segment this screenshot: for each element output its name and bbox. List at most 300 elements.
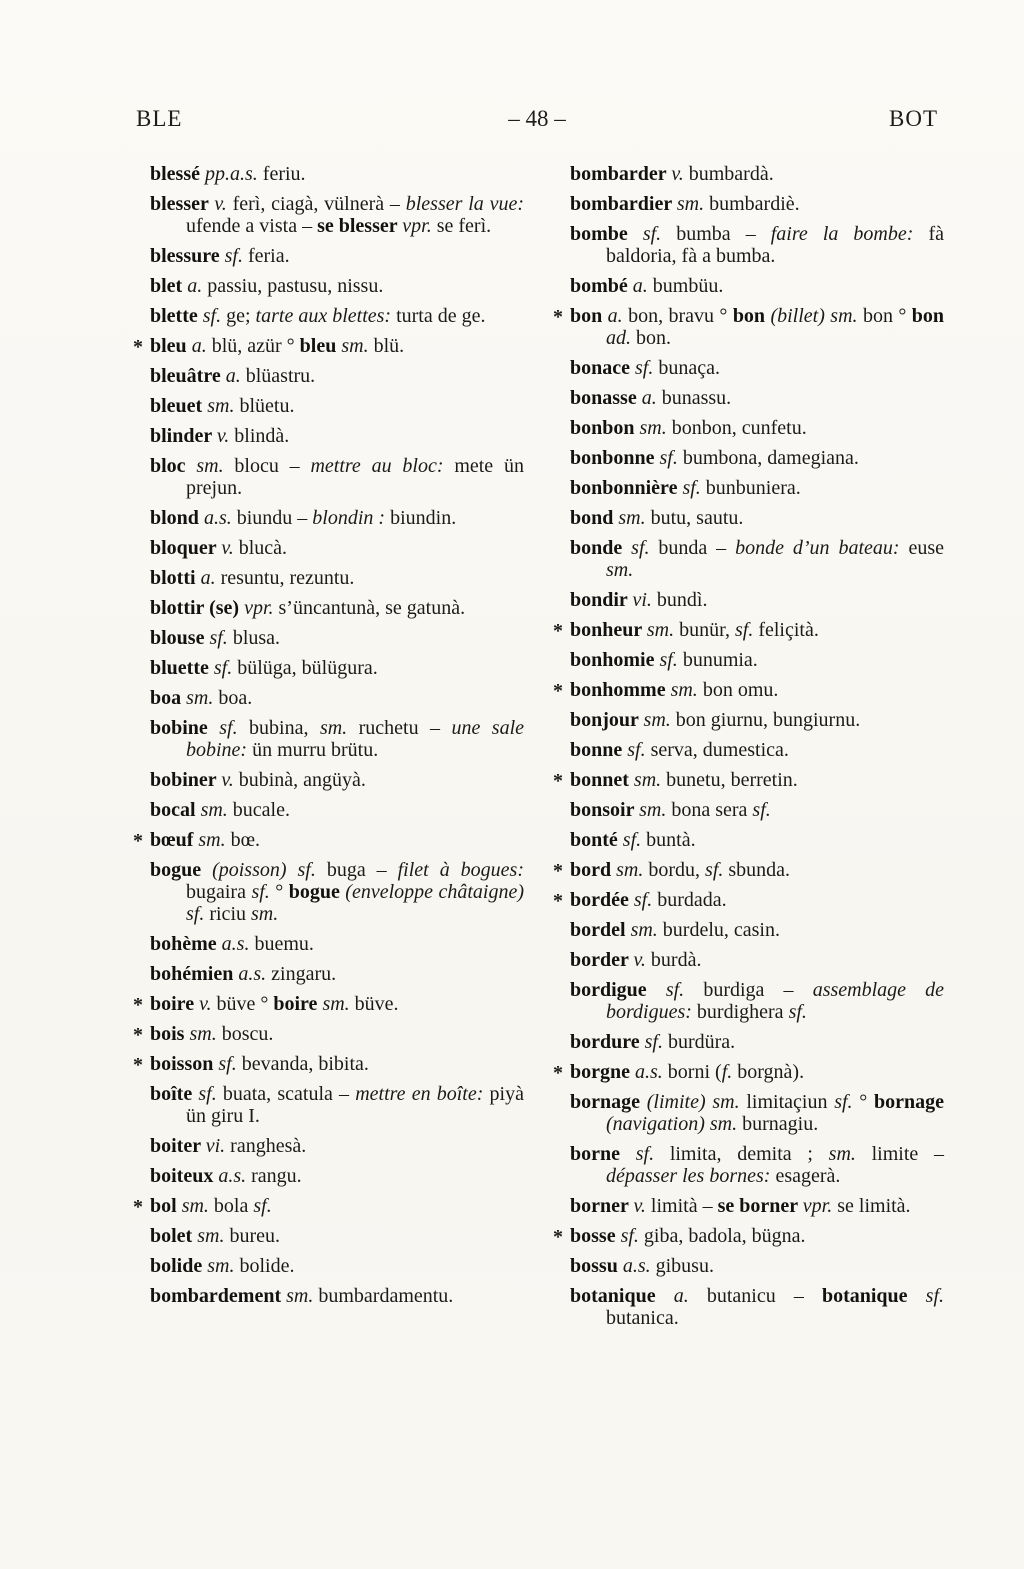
headword: bonbonne xyxy=(570,447,660,469)
entry-text: sf. xyxy=(198,1083,223,1105)
entry-text: sf. xyxy=(665,979,704,1001)
headword: bordure xyxy=(570,1031,645,1053)
dictionary-entry xyxy=(570,193,944,215)
entry-text: bunbuniera. xyxy=(705,477,801,499)
entry-text: v. xyxy=(633,949,651,971)
dictionary-entry xyxy=(570,709,944,731)
entry-text: buata, scatula – xyxy=(222,1083,356,1105)
entry-text: ranghesà. xyxy=(230,1135,307,1157)
entry-text: sm. xyxy=(319,717,359,739)
dictionary-entry xyxy=(570,979,944,1023)
entry-text: sm. xyxy=(633,769,667,791)
headword: bonjour xyxy=(570,709,644,731)
entry-text: mettre en boîte: xyxy=(355,1083,490,1105)
dictionary-entry xyxy=(150,1165,524,1187)
entry-text: sf. xyxy=(925,1285,945,1307)
entry-text: se borner xyxy=(717,1195,803,1217)
entry-text: sm. xyxy=(181,1195,214,1217)
dictionary-entry xyxy=(553,769,944,792)
dictionary-entry xyxy=(570,1195,944,1217)
headword: border xyxy=(570,949,634,971)
entry-text: bubinà, angüyà. xyxy=(238,769,366,791)
star-marker: * xyxy=(553,680,563,702)
entry-text: vi. xyxy=(205,1135,231,1157)
entry-text: a.s. xyxy=(203,507,237,529)
entry-text: sf. xyxy=(659,447,683,469)
entry-text: euse xyxy=(908,537,944,559)
dictionary-entry xyxy=(570,799,944,821)
entry-text: (navigation) sm. xyxy=(606,1113,743,1135)
entry-text: sm. xyxy=(618,507,651,529)
dictionary-entry xyxy=(570,739,944,761)
entry-text: resuntu, rezuntu. xyxy=(220,567,355,589)
entry-text: bumba – xyxy=(676,223,771,245)
star-marker: * xyxy=(553,890,563,912)
entry-text: sm. xyxy=(200,799,233,821)
entry-text: bülüga, bülügura. xyxy=(237,657,378,679)
entry-text: sm. xyxy=(828,1143,872,1165)
dictionary-entry xyxy=(150,963,524,985)
headword: bloquer xyxy=(150,537,222,559)
dictionary-entry xyxy=(570,649,944,671)
headword: blesser xyxy=(150,193,215,215)
entry-text: blü, azür ° xyxy=(211,335,300,357)
dictionary-entry xyxy=(150,365,524,387)
entry-text: sf. xyxy=(659,649,683,671)
dictionary-entry xyxy=(150,567,524,589)
entry-text: bon. xyxy=(636,327,671,349)
dictionary-entry xyxy=(150,933,524,955)
entry-text: bon xyxy=(732,305,771,327)
headword: bonace xyxy=(570,357,635,379)
entry-text: bonbon, cunfetu. xyxy=(671,417,807,439)
entry-text: vi. xyxy=(632,589,657,611)
headword: bohémien xyxy=(150,963,239,985)
entry-text: v. xyxy=(671,163,689,185)
star-marker: * xyxy=(133,336,143,358)
dictionary-entry xyxy=(570,163,944,185)
headword: blottir (se) xyxy=(150,597,245,619)
entry-text: (poisson) sf. xyxy=(212,859,327,881)
dictionary-entry xyxy=(150,627,524,649)
entry-text: blüastru. xyxy=(245,365,316,387)
entry-text: bureu. xyxy=(229,1225,280,1247)
entry-text: pp.a.s. xyxy=(205,163,263,185)
entry-text: sf. xyxy=(622,829,647,851)
star-marker: * xyxy=(133,1196,143,1218)
entry-text: bunda – xyxy=(658,537,736,559)
entry-text: bon omu. xyxy=(702,679,779,701)
dictionary-entry xyxy=(570,1255,944,1277)
headword: blotti xyxy=(150,567,201,589)
headword: bonne xyxy=(570,739,628,761)
entry-text: burnagiu. xyxy=(742,1113,819,1135)
headword: bossu xyxy=(570,1255,623,1277)
entry-text: se blesser xyxy=(317,215,403,237)
dictionary-entry xyxy=(150,1135,524,1157)
headword: blinder xyxy=(150,425,217,447)
star-marker: * xyxy=(553,1226,563,1248)
entry-text: faire la bombe: xyxy=(770,223,929,245)
entry-text: bunaça. xyxy=(658,357,720,379)
entry-text: v. xyxy=(633,1195,651,1217)
entry-text: ge; xyxy=(226,305,256,327)
entry-text: giba, badola, bügna. xyxy=(643,1225,806,1247)
entry-text: bugaira xyxy=(186,881,252,903)
entry-text: sm. xyxy=(676,193,710,215)
headword: bonsoir xyxy=(570,799,640,821)
dictionary-entry xyxy=(570,919,944,941)
dictionary-entry xyxy=(133,993,524,1016)
headword: bloc xyxy=(150,455,197,477)
dictionary-entry xyxy=(553,305,944,349)
entry-text: piyà ün giru I. xyxy=(186,1083,524,1127)
entry-text: a.s. xyxy=(622,1255,656,1277)
entry-text: sm. xyxy=(251,903,279,925)
entry-text: blocu – xyxy=(234,455,311,477)
dictionary-entry xyxy=(150,163,524,185)
entry-text: limitaçiun xyxy=(746,1091,835,1113)
entry-text: a. xyxy=(673,1285,707,1307)
headword: borner xyxy=(570,1195,634,1217)
entry-text: tarte aux blettes: xyxy=(255,305,397,327)
entry-text: (billet) sm. xyxy=(770,305,863,327)
entry-text: blüetu. xyxy=(239,395,295,417)
headword: blessé xyxy=(150,163,205,185)
star-marker: * xyxy=(553,860,563,882)
entry-text: turta de ge. xyxy=(396,305,486,327)
entry-text: ferì, ciagà, vülnerà – xyxy=(232,193,406,215)
entry-text: bon ° xyxy=(862,305,912,327)
entry-text: sm. xyxy=(207,1255,240,1277)
entry-text: esagerà. xyxy=(775,1165,841,1187)
headword: borgne xyxy=(570,1061,635,1083)
entry-text: mete ün prejun. xyxy=(186,455,524,499)
dictionary-entry xyxy=(150,245,524,267)
entry-text: sf. xyxy=(620,1225,644,1247)
headword: bolet xyxy=(150,1225,198,1247)
entry-text: vpr. xyxy=(402,215,437,237)
entry-text: se ferì. xyxy=(436,215,492,237)
entry-text: borgnà). xyxy=(737,1061,805,1083)
entry-text: a. xyxy=(641,387,662,409)
entry-text: limità – xyxy=(650,1195,718,1217)
dictionary-entry xyxy=(133,1023,524,1046)
entry-text: sm. xyxy=(198,829,231,851)
entry-text: bornage xyxy=(874,1091,945,1113)
entry-text: biundu – xyxy=(236,507,313,529)
entry-text: bundì. xyxy=(656,589,708,611)
entry-text: bumbona, damegiana. xyxy=(682,447,859,469)
dictionary-entry xyxy=(150,717,524,761)
entry-text: sm. xyxy=(646,619,680,641)
entry-text: a. xyxy=(632,275,653,297)
headword: bon xyxy=(570,305,608,327)
entry-text: sf. xyxy=(635,1143,670,1165)
entry-text: mettre au bloc: xyxy=(310,455,455,477)
headword: botanique xyxy=(570,1285,674,1307)
entry-text: a.s. xyxy=(635,1061,668,1083)
dictionary-entry xyxy=(150,507,524,529)
entry-text: burdà. xyxy=(650,949,702,971)
entry-text: bevanda, bibita. xyxy=(241,1053,369,1075)
dictionary-entry xyxy=(570,829,944,851)
entry-text: v. xyxy=(214,193,233,215)
entry-text: limite – xyxy=(871,1143,945,1165)
entry-text: sf. xyxy=(253,1195,272,1217)
entry-text: bleu xyxy=(299,335,342,357)
headword: bordigue xyxy=(570,979,666,1001)
headword: bobine xyxy=(150,717,220,739)
dictionary-entry xyxy=(570,507,944,529)
entry-text: burdiga – xyxy=(703,979,813,1001)
entry-text: burdighera xyxy=(696,1001,789,1023)
dictionary-entry xyxy=(150,597,524,619)
entry-text: sf. xyxy=(218,1053,242,1075)
headword: bombarder xyxy=(570,163,672,185)
entry-text: sf. xyxy=(788,1001,807,1023)
entry-text: sm. xyxy=(186,687,219,709)
entry-text: (enveloppe châtaigne) sf. xyxy=(186,881,525,925)
dictionary-entry xyxy=(150,859,524,925)
dictionary-entry xyxy=(570,1091,944,1135)
entry-text: butu, sautu. xyxy=(650,507,744,529)
entry-text: ° xyxy=(859,1091,875,1113)
headword: bombardier xyxy=(570,193,677,215)
entry-text: f. xyxy=(721,1061,738,1083)
dictionary-entry xyxy=(150,455,524,499)
dictionary-entry xyxy=(150,799,524,821)
dictionary-columns xyxy=(133,163,945,1337)
entry-text: ufende a vista – xyxy=(186,215,318,237)
headword: bordel xyxy=(570,919,631,941)
entry-text: buga – xyxy=(326,859,398,881)
entry-text: v. xyxy=(221,769,239,791)
dictionary-entry xyxy=(570,1031,944,1053)
entry-text: riciu xyxy=(209,903,251,925)
headword: boisson xyxy=(150,1053,219,1075)
headword: bond xyxy=(570,507,619,529)
entry-text: feria. xyxy=(247,245,290,267)
entry-text: sm. xyxy=(189,1023,222,1045)
dictionary-entry xyxy=(553,679,944,702)
dictionary-entry xyxy=(570,357,944,379)
entry-text: bunetu, berretin. xyxy=(666,769,798,791)
entry-text: sbunda. xyxy=(728,859,791,881)
dictionary-column xyxy=(553,163,945,1337)
headword: bonbon xyxy=(570,417,640,439)
headword: bombé xyxy=(570,275,633,297)
entry-text: a. xyxy=(200,567,221,589)
dictionary-entry xyxy=(150,275,524,297)
dictionary-entry xyxy=(570,417,944,439)
entry-text: limita, demita ; xyxy=(669,1143,829,1165)
entry-text: sf. xyxy=(631,537,659,559)
entry-text: a. xyxy=(607,305,629,327)
headword: bonhomme xyxy=(570,679,671,701)
entry-text: filet à bogues: xyxy=(397,859,524,881)
entry-text: sm. xyxy=(639,417,672,439)
headword: bonasse xyxy=(570,387,642,409)
entry-text: bunassu. xyxy=(661,387,732,409)
star-marker: * xyxy=(133,1054,143,1076)
entry-text: bon, bravu ° xyxy=(628,305,733,327)
entry-text: vpr. xyxy=(244,597,279,619)
headword: bœuf xyxy=(150,829,199,851)
entry-text: burdada. xyxy=(657,889,727,911)
star-marker: * xyxy=(133,1024,143,1046)
entry-text: sm. xyxy=(322,993,355,1015)
entry-text: burdelu, casin. xyxy=(662,919,780,941)
dictionary-entry xyxy=(150,537,524,559)
entry-text: assemblage de bordigues: xyxy=(606,979,945,1023)
entry-text: sm. xyxy=(639,799,672,821)
dictionary-entry xyxy=(150,1083,524,1127)
entry-text: sf. xyxy=(734,619,759,641)
dictionary-entry xyxy=(570,537,944,581)
entry-text: ad. xyxy=(606,327,636,349)
entry-text: burdüra. xyxy=(667,1031,736,1053)
headword: bonde xyxy=(570,537,632,559)
entry-text: sm. xyxy=(286,1285,319,1307)
entry-text: büve ° xyxy=(216,993,274,1015)
entry-text: buntà. xyxy=(646,829,696,851)
page-number: – 48 – xyxy=(508,106,566,131)
entry-text: sf. xyxy=(752,799,771,821)
entry-text: v. xyxy=(216,425,235,447)
headword: bol xyxy=(150,1195,182,1217)
headword: bonbonnière xyxy=(570,477,683,499)
dictionary-entry xyxy=(570,589,944,611)
dictionary-entry xyxy=(570,387,944,409)
entry-text: boire xyxy=(273,993,323,1015)
entry-text: sf. xyxy=(219,717,250,739)
dictionary-entry xyxy=(570,275,944,297)
entry-text: bogue xyxy=(288,881,346,903)
entry-text: blesser la vue: xyxy=(405,193,524,215)
headword: bordée xyxy=(570,889,634,911)
star-marker: * xyxy=(133,830,143,852)
entry-text: bumbardiè. xyxy=(709,193,800,215)
entry-text: sm. xyxy=(606,559,634,581)
entry-text: ruchetu – xyxy=(358,717,452,739)
dictionary-entry xyxy=(553,889,944,912)
entry-text: bunumia. xyxy=(682,649,758,671)
entry-text: a.s. xyxy=(218,1165,252,1187)
entry-text: bubina, xyxy=(249,717,320,739)
entry-text: rangu. xyxy=(251,1165,302,1187)
entry-text: feriu. xyxy=(262,163,306,185)
entry-text: a. xyxy=(187,275,208,297)
headword: bonheur xyxy=(570,619,647,641)
entry-text: passiu, pastusu, nissu. xyxy=(207,275,384,297)
entry-text: a. xyxy=(191,335,212,357)
entry-text: bumbüu. xyxy=(652,275,724,297)
headword: bluette xyxy=(150,657,214,679)
entry-text: sm. xyxy=(196,455,235,477)
headword: borne xyxy=(570,1143,636,1165)
entry-text: v. xyxy=(221,537,239,559)
entry-text: a. xyxy=(225,365,246,387)
entry-text: sm. xyxy=(341,335,374,357)
dictionary-entry xyxy=(150,1285,524,1307)
dictionary-entry xyxy=(150,395,524,417)
dictionary-entry xyxy=(570,1285,944,1329)
dictionary-entry xyxy=(570,949,944,971)
dictionary-column xyxy=(133,163,525,1337)
entry-text: sm. xyxy=(630,919,663,941)
entry-text: sm. xyxy=(643,709,676,731)
entry-text: sf. xyxy=(209,627,233,649)
entry-text: blü. xyxy=(373,335,405,357)
headword: bois xyxy=(150,1023,190,1045)
entry-text: feliçità. xyxy=(758,619,819,641)
dictionary-entry xyxy=(150,193,524,237)
entry-text: boa. xyxy=(218,687,253,709)
entry-text: bumbardà. xyxy=(688,163,774,185)
entry-text: sf. xyxy=(635,357,659,379)
star-marker: * xyxy=(553,620,563,642)
entry-text: (limite) sm. xyxy=(646,1091,747,1113)
headword: boire xyxy=(150,993,200,1015)
headword: blond xyxy=(150,507,204,529)
headword: blouse xyxy=(150,627,210,649)
headword: bombe xyxy=(570,223,643,245)
entry-text: bon xyxy=(911,305,944,327)
entry-text: bunür, xyxy=(679,619,735,641)
headword: blessure xyxy=(150,245,225,267)
entry-text: sf. xyxy=(627,739,651,761)
dictionary-entry xyxy=(553,859,944,882)
headword: bonnet xyxy=(570,769,634,791)
headword: boîte xyxy=(150,1083,199,1105)
entry-text: blindà. xyxy=(234,425,290,447)
entry-text: bumbardamentu. xyxy=(318,1285,454,1307)
entry-text: une sale bobine: xyxy=(186,717,525,761)
entry-text: sm. xyxy=(670,679,703,701)
entry-text: sf. xyxy=(251,881,276,903)
entry-text: bordu, xyxy=(648,859,706,881)
headword: boiteux xyxy=(150,1165,219,1187)
dictionary-entry xyxy=(570,1143,944,1187)
entry-text: buemu. xyxy=(254,933,314,955)
entry-text: sf. xyxy=(705,859,729,881)
entry-text: borni ( xyxy=(667,1061,722,1083)
headword: bleuâtre xyxy=(150,365,226,387)
running-head-guide-word-left: BLE xyxy=(136,106,183,131)
entry-text: botanique xyxy=(821,1285,926,1307)
headword: bombardement xyxy=(150,1285,287,1307)
star-marker: * xyxy=(133,994,143,1016)
entry-text: sf. xyxy=(213,657,238,679)
dictionary-entry xyxy=(570,447,944,469)
entry-text: bonde d’un bateau: xyxy=(735,537,909,559)
entry-text: sf. xyxy=(633,889,658,911)
headword: bosse xyxy=(570,1225,621,1247)
entry-text: zingaru. xyxy=(271,963,337,985)
entry-text: sm. xyxy=(616,859,649,881)
headword: bondir xyxy=(570,589,633,611)
headword: bogue xyxy=(150,859,213,881)
entry-text: bucale. xyxy=(232,799,290,821)
star-marker: * xyxy=(553,306,563,328)
entry-text: bon giurnu, bungiurnu. xyxy=(675,709,861,731)
dictionary-entry xyxy=(150,305,524,327)
headword: bocal xyxy=(150,799,201,821)
entry-text: blondin : xyxy=(312,507,391,529)
entry-text: butanicu – xyxy=(706,1285,822,1307)
dictionary-entry xyxy=(150,1225,524,1247)
